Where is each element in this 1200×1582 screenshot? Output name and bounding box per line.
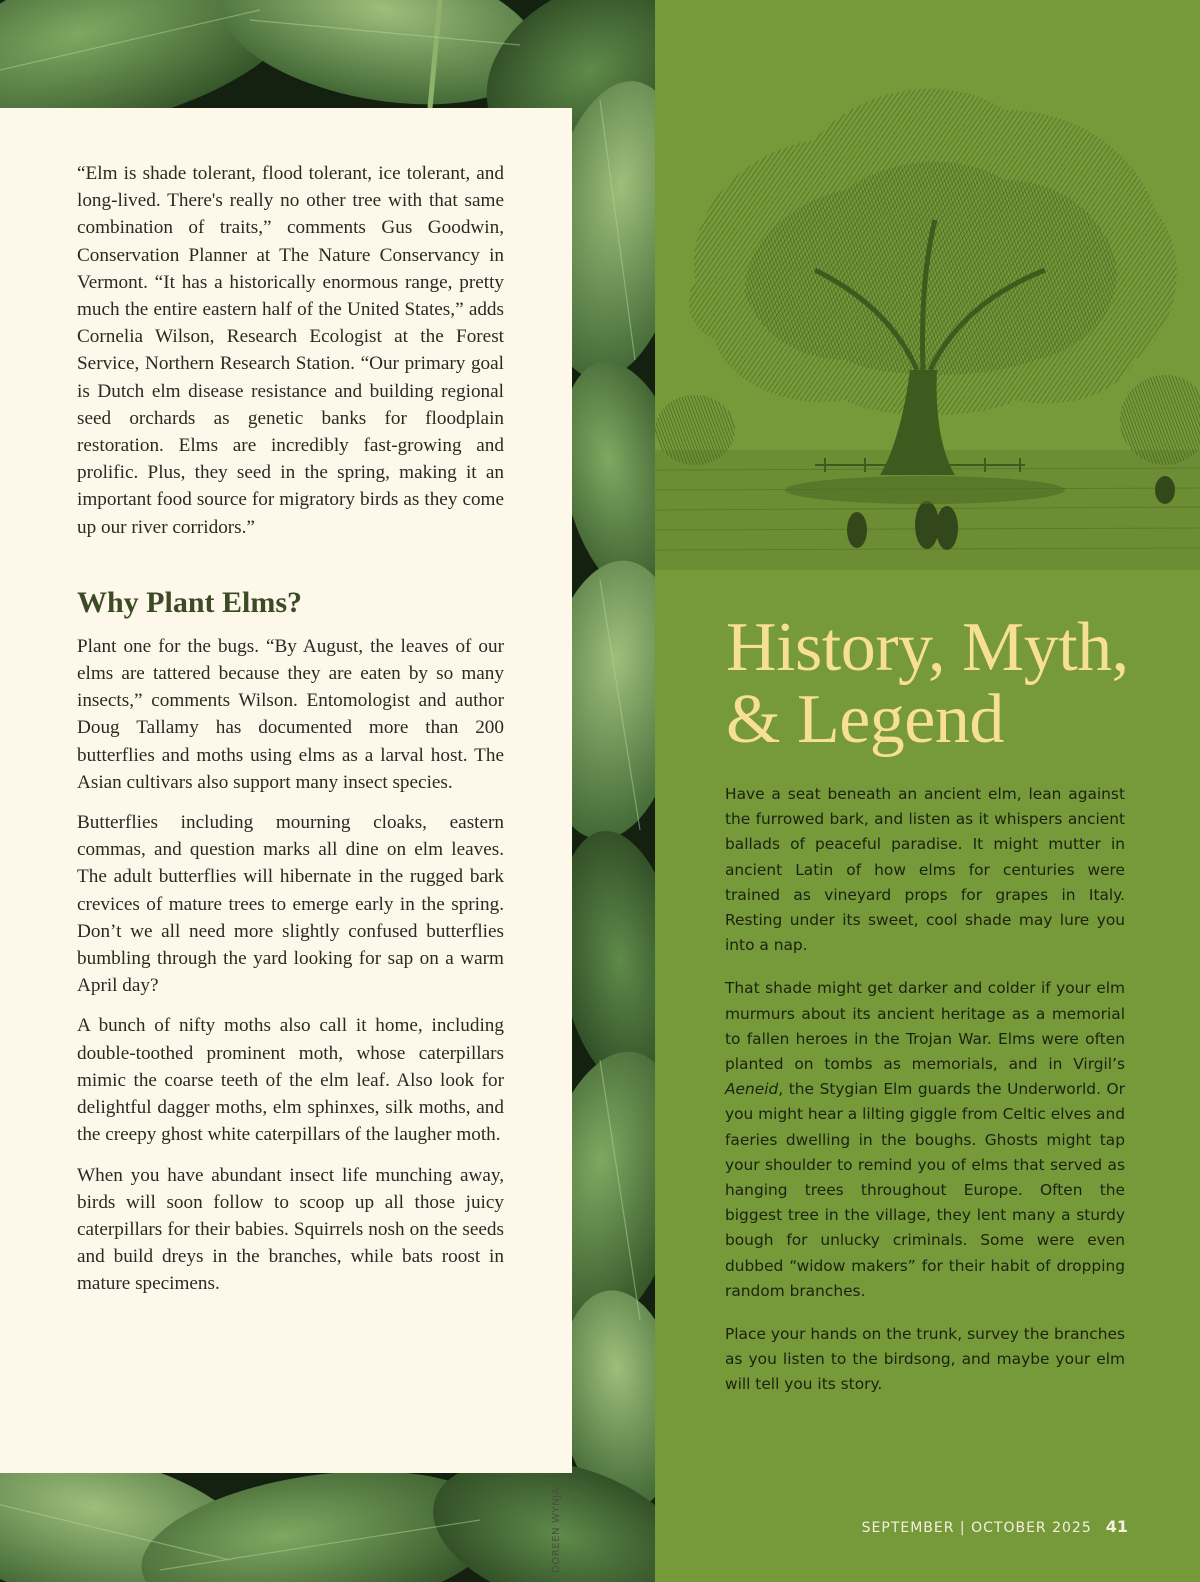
sidebar-paragraph-2-part-2: , the Stygian Elm guards the Underworld. Or you might hear a lilting giggle from Celtic elves and faeries dwelling in the boughs. Ghosts might tap your shoulder to remind you of elms that served as hanging trees throughout Europe. Often the biggest tree in the village, they lent many a sturdy bough for unlucky criminals. Some were even dubbed “widow makers” for their habit of dropping random branches.: [725, 1080, 1125, 1300]
section-heading: Why Plant Elms?: [77, 585, 303, 619]
issue-date: SEPTEMBER | OCTOBER 2025: [861, 1520, 1092, 1536]
intro-paragraph: “Elm is shade tolerant, flood tolerant, ice tolerant, and long-lived. There's really no other tree with that same combination of traits,” comments Gus Goodwin, Conservation Planner at The Nature Conservancy in Vermont. “It has a historically enormous range, pretty much the entire eastern half of the United States,” adds Cornelia Wilson, Research Ecologist at the Forest Service, Northern Research Station. “Our primary goal is Dutch elm disease resistance and building regional seed orchards as genetic banks for floodplain restoration. Elms are incredibly fast-growing and prolific. Plus, they seed in the spring, making it an important food source for migratory birds as they come up our river corridors.”: [77, 163, 504, 538]
sidebar-body: [725, 782, 1125, 1416]
sidebar-paragraph-3: Place your hands on the trunk, survey the branches as you listen to the birdsong, and maybe your elm will tell you its story.: [725, 1325, 1125, 1394]
aeneid-title: Aeneid: [725, 1080, 779, 1099]
sidebar-paragraph-2: [725, 976, 1125, 1304]
sidebar-paragraph-1: Have a seat beneath an ancient elm, lean against the furrowed bark, and listen as it whispers ancient ballads of peaceful paradise. It might mutter in ancient Latin of how elms for centuries were trained as vineyard props for grapes in Italy. Resting under its sweet, cool shade may lure you into a nap.: [725, 785, 1125, 955]
photo-credit: DOREEN WYNJA: [551, 1486, 562, 1573]
article-text-panel: [0, 108, 572, 1573]
body-paragraph-3: A bunch of nifty moths also call it home, including double-toothed prominent moth, whose caterpillars mimic the coarse teeth of the elm leaf. Also look for delightful dagger moths, elm sphinxes, silk moths, and the creepy ghost white caterpillars of the laugher moth.: [77, 1015, 504, 1146]
sidebar-title-line-2: & Legend: [726, 681, 1004, 758]
history-sidebar: [655, 0, 1200, 1582]
sidebar-title-line-1: History, Myth,: [726, 609, 1129, 686]
page-footer: [862, 1517, 1128, 1536]
page-number: 41: [1105, 1517, 1128, 1536]
body-paragraph-1: Plant one for the bugs. “By August, the leaves of our elms are tattered because they are eaten by so many insects,” comments Wilson. Entomologist and author Doug Tallamy has documented more than 200 butterflies and moths using elms as a larval host. The Asian cultivars also support many insect species.: [77, 635, 504, 793]
body-paragraph-4: When you have abundant insect life munching away, birds will soon follow to scoop up all those juicy caterpillars for their babies. Squirrels nosh on the seeds and build dreys in the branches, while bats roost in mature specimens.: [77, 1164, 504, 1295]
sidebar-paragraph-2-part-1: That shade might get darker and colder if your elm murmurs about its ancient heritage as a memorial to fallen heroes in the Trojan War. Elms were often planted on tombs as memorials, and in Virgil’s: [725, 979, 1125, 1074]
body-paragraph-2: Butterflies including mourning cloaks, eastern commas, and question marks all dine on elm leaves. The adult butterflies will hibernate in the rugged bark crevices of mature trees to emerge early in the spring. Don’t we all need more slightly confused butterflies bumbling through the yard looking for sap on a warm April day?: [77, 812, 504, 997]
sidebar-title: [726, 609, 1186, 758]
elm-tree-engraving: [655, 70, 1200, 590]
article-body: [77, 160, 504, 1311]
